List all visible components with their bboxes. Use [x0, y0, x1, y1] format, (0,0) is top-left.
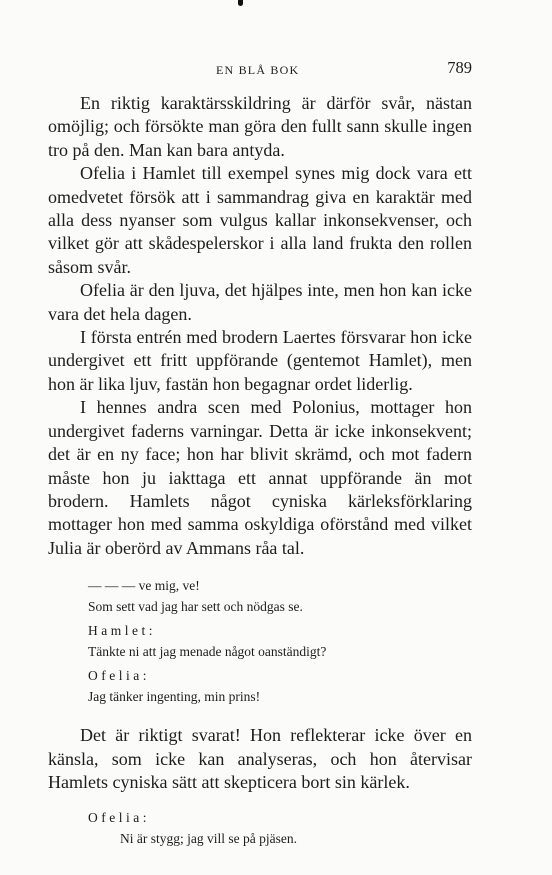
quote-line: — — — ve mig, ve! [88, 578, 200, 594]
speaker-hamlet: Hamlet: [88, 623, 156, 639]
ink-dot [238, 0, 243, 6]
quote-block-2 [88, 808, 472, 849]
page-body [48, 92, 472, 866]
paragraph-5: I hennes andra scen med Polonius, mottager hon undergivet faderns varningar. Detta är icke inkonsekvent; det är en ny face; hon har blivit skrämd, och mot fadern måste hon ju iakttaga ett annat uppförande än mot brodern. Hamlets något cyniska kärleksförklaring mottager hon med samma oskyldiga oförstånd med vilket Julia är oberörd av Ammans råa tal. [48, 397, 472, 558]
quote-line: Som sett vad jag har sett och nödgas se. [88, 598, 303, 614]
running-title: EN BLÅ BOK [216, 63, 300, 77]
quote-line: Tänkte ni att jag menade något oanständigt? [88, 643, 327, 659]
paragraph-3: Ofelia är den ljuva, det hjälpes inte, men hon kan icke vara det hela dagen. [48, 280, 472, 324]
page-number: 789 [447, 58, 472, 77]
speaker-ofelia: Ofelia: [88, 810, 150, 826]
speaker-ofelia: Ofelia: [88, 668, 150, 684]
quote-line: Jag tänker ingenting, min prins! [88, 688, 261, 704]
quote-line: Ni är stygg; jag vill se på pjäsen. [120, 830, 297, 846]
paragraph-1: En riktig karaktärsskildring är därför svår, nästan omöjlig; och försökte man göra den fullt sann skulle ingen tro på den. Man kan bara antyda. [48, 93, 472, 160]
paragraph-2: Ofelia i Hamlet till exempel synes mig dock vara ett omedvetet försök att i sammandrag giva en karaktär med alla dess nyanser som vulgus kallar inkonsekvenser, och vilket gör att skådespelerskor i alla land frukta den rollen såsom svår. [48, 163, 472, 277]
paragraph-4: I första entrén med brodern Laertes försvarar hon icke undergivet ett fritt uppförande (gentemot Hamlet), men hon är lika ljuv, fastän hon begagnar ordet liderlig. [48, 327, 472, 394]
quote-block-1 [88, 576, 472, 707]
page-header [48, 58, 472, 82]
paragraph-6: Det är riktigt svarat! Hon reflekterar icke över en känsla, som icke kan analyseras, och hon återvisar Hamlets cyniska sätt att skepticera bort sin kärlek. [48, 725, 472, 792]
